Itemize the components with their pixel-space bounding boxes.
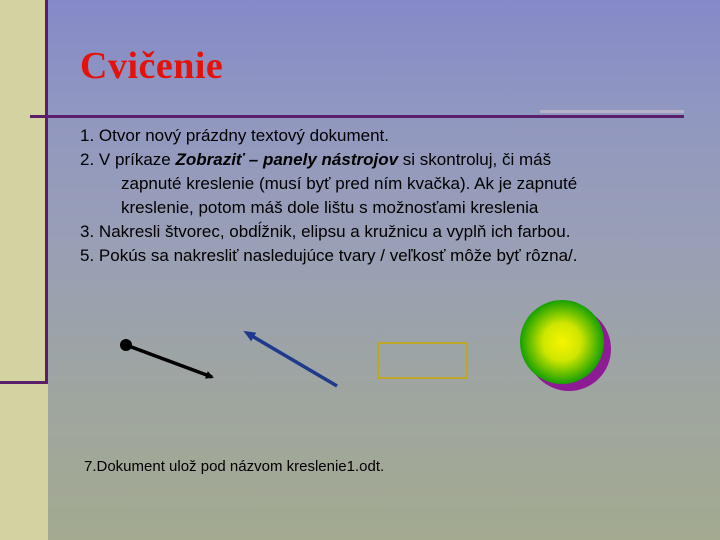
item-number: 1. (80, 126, 95, 145)
line-with-dot-and-arrow (120, 339, 212, 377)
slide-title: Cvičenie (80, 45, 224, 87)
black-arrow-line (126, 345, 212, 377)
item-continuation-line: zapnuté kreslenie (musí byť pred ním kvačka). Ak je zapnuté (121, 174, 578, 193)
item-text: Nakresli štvorec, obdĺžnik, elipsu a kružnicu a vyplň ich farbou. (98, 222, 571, 241)
menu-path-emphasis: Zobraziť – panely nástrojov (175, 150, 399, 169)
shaded-circle (520, 300, 611, 391)
footer-instruction: 7.Dokument ulož pod názvom kreslenie1.odt. (84, 458, 385, 475)
outlined-rectangle (378, 343, 467, 378)
item-number: 2. (80, 150, 95, 169)
item-continuation-line: kreslenie, potom máš dole lištu s možnosťami kreslenia (121, 198, 539, 217)
item-number: 5. (80, 246, 95, 265)
gradient-circle (520, 300, 604, 384)
item-text-pre: V príkaze (98, 150, 176, 169)
item-number: 3. (80, 222, 95, 241)
item-text: Pokús sa nakresliť nasledujúce tvary / veľkosť môže byť rôzna/. (98, 246, 578, 265)
item-text: Otvor nový prázdny textový dokument. (98, 126, 390, 145)
item-text-post: si skontroluj, či máš (398, 150, 552, 169)
blue-arrow-line (252, 336, 337, 386)
